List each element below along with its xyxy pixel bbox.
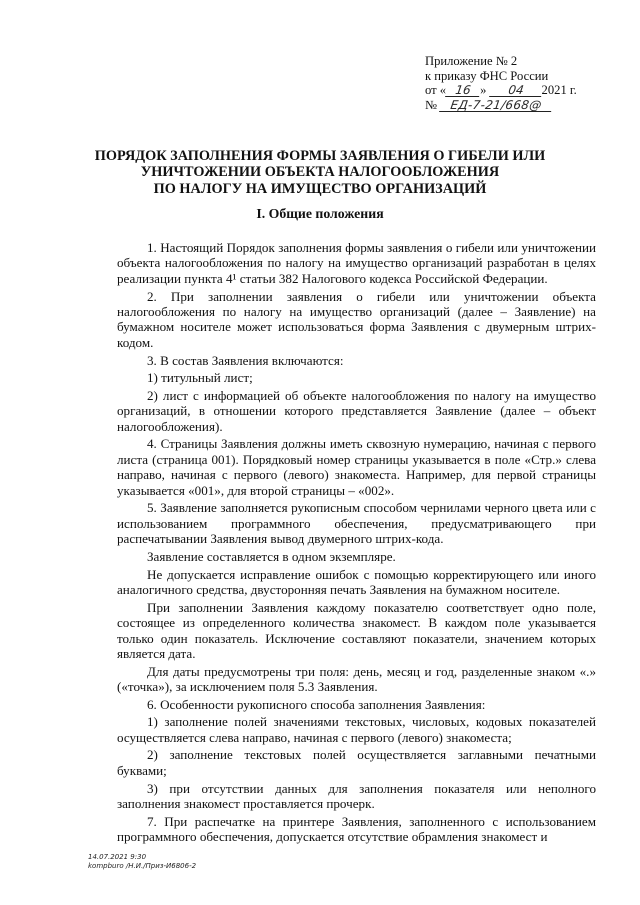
list-item: 1) заполнение полей значениями текстовых, числовых, кодовых показателей осуществляется слева направо, начиная с первого (левого) знакоместа; (117, 714, 596, 745)
paragraph: 7. При распечатке на принтере Заявления, заполненного с использованием программного обеспечения, допускается отсутствие обрамления знакомест и (117, 813, 596, 845)
paragraph: 2. При заполнении заявления о гибели или уничтожении объекта налогообложения по налогу на имущество организаций (далее – Заявление) на бумажном носителе может использоваться форма Заявления с двумерным штрих-кодом. (117, 288, 596, 350)
date-prefix: от « (425, 83, 447, 97)
handwritten-number: ЕД-7-21/668@ (439, 99, 553, 112)
paragraph: Заявление составляется в одном экземпляре. (147, 548, 396, 564)
document-title (70, 148, 570, 197)
list-item: 2) лист с информацией об объекте налогообложения по налогу на имущество организаций, в отношении которого представляется Заявление (далее – объект налогообложения). (117, 387, 596, 434)
list-item: 1) титульный лист; (147, 370, 253, 386)
appendix-line: Приложение № 2 (425, 54, 518, 68)
appendix-header (425, 54, 625, 112)
date-mid: » (480, 83, 487, 97)
paragraph: 1. Настоящий Порядок заполнения формы заявления о гибели или уничтожении объекта налогообложения по налогу на имущество организаций разработан в целях реализации пункта 4¹ статьи 382 Налогового кодекса Российской Федерации. (117, 240, 596, 286)
print-footer (88, 853, 196, 871)
title-line: ПО НАЛОГУ НА ИМУЩЕСТВО ОРГАНИЗАЦИЙ (153, 180, 487, 197)
section-title: I. Общие положения (256, 206, 384, 221)
document-body (117, 240, 596, 847)
date-suffix: 2021 г. (541, 83, 577, 97)
paragraph: 4. Страницы Заявления должны иметь сквозную нумерацию, начиная с первого листа (страница 001). Порядковый номер страницы указывается в поле «Стр.» слева направо, начиная с первого (левого) знакоместа. Например, для первой страницы указывается «001», для второй страницы – «002». (117, 436, 596, 498)
paragraph: Для даты предусмотрены три поля: день, месяц и год, разделенные знаком «.» («точка»), за исключением поля 5.3 Заявления. (117, 663, 596, 695)
order-reference: к приказу ФНС России (425, 68, 549, 83)
number-prefix: № (425, 97, 438, 112)
paragraph: 5. Заявление заполняется рукописным способом чернилами черного цвета или с использованием программного обеспечения, предусматривающего при распечатывании Заявления вывод двумерного штрих-кода. (117, 500, 596, 547)
print-timestamp: 14.07.2021 9:30 (88, 853, 147, 861)
paragraph: 3. В состав Заявления включаются: (147, 352, 344, 368)
order-date (425, 83, 625, 98)
handwritten-day: 16 (445, 84, 481, 97)
list-item: 3) при отсутствии данных для заполнения показателя или неполного заполнения знакомест проставляется прочерк. (117, 780, 596, 812)
paragraph: Не допускается исправление ошибок с помощью корректирующего или иного аналогичного средства, двусторонняя печать Заявления на бумажном носителе. (117, 566, 596, 598)
title-line: УНИЧТОЖЕНИИ ОБЪЕКТА НАЛОГООБЛОЖЕНИЯ (140, 164, 500, 181)
print-author: kompburo /Н.И./Приз-И6806-2 (88, 862, 197, 870)
list-item: 2) заполнение текстовых полей осуществляется заглавными печатными буквами; (117, 747, 596, 778)
paragraph: 6. Особенности рукописного способа заполнения Заявления: (147, 696, 486, 712)
handwritten-month: 04 (489, 84, 543, 97)
title-line: ПОРЯДОК ЗАПОЛНЕНИЯ ФОРМЫ ЗАЯВЛЕНИЯ О ГИБЕЛИ ИЛИ (94, 148, 546, 164)
paragraph: При заполнении Заявления каждому показателю соответствует одно поле, состоящее из определенного количества знакомест. В каждом поле указывается только один показатель. Исключение составляют показатели, значением которых является дата. (117, 599, 596, 662)
order-number (425, 98, 625, 113)
